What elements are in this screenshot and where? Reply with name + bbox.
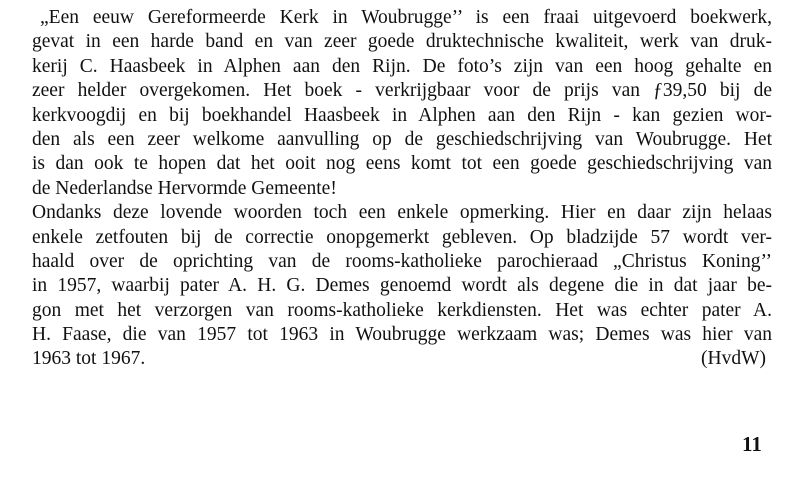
text-line: in 1957, waarbij pater A. H. G. Demes genoemd wordt als degene die in dat jaar be- [32,275,772,297]
text-line: de Nederlandse Hervormde Gemeente! [32,177,337,199]
text-line: is dan ook te hopen dat het ooit nog eens komt tot een goede geschiedschrijving van [32,153,772,175]
text-line: kerij C. Haasbeek in Alphen aan den Rijn. De foto’s zijn van een hoog gehalte en [32,55,772,77]
text-line: gon met het verzorgen van rooms-katholieke kerkdiensten. Het was echter pater A. [32,299,772,321]
text-line: H. Faase, die van 1957 tot 1963 in Woubrugge werkzaam was; Demes was hier van [32,324,772,346]
text-line-signed [32,347,772,371]
page-number: 11 [742,432,762,456]
text-line: „Een eeuw Gereformeerde Kerk in Woubrugge’’ is een fraai uitgevoerd boekwerk, [40,7,772,28]
text-line: den als een zeer welkome aanvulling op de geschiedschrijving van Woubrugge. Het [32,128,772,150]
article-text [32,6,772,372]
text-line-content: 1963 tot 1967. [32,348,146,370]
text-line: kerkvoogdij en bij boekhandel Haasbeek in Alphen aan den Rijn - kan gezien wor- [32,104,772,126]
text-line: haald over de oprichting van de rooms-katholieke parochieraad „Christus Koning’’ [32,250,772,272]
paragraph-2 [32,201,772,372]
paragraph-1 [32,6,772,201]
text-line: enkele zetfouten bij de correctie onopgemerkt gebleven. Op bladzijde 57 wordt ver- [32,226,772,248]
author-signature: (HvdW) [701,348,766,370]
text-line: zeer helder overgekomen. Het boek - verkrijgbaar voor de prijs van ƒ39,50 bij de [32,80,772,102]
text-line: gevat in een harde band en van zeer goede druktechnische kwaliteit, werk van druk- [32,31,772,53]
text-line: Ondanks deze lovende woorden toch een enkele opmerking. Hier en daar zijn helaas [32,202,772,224]
